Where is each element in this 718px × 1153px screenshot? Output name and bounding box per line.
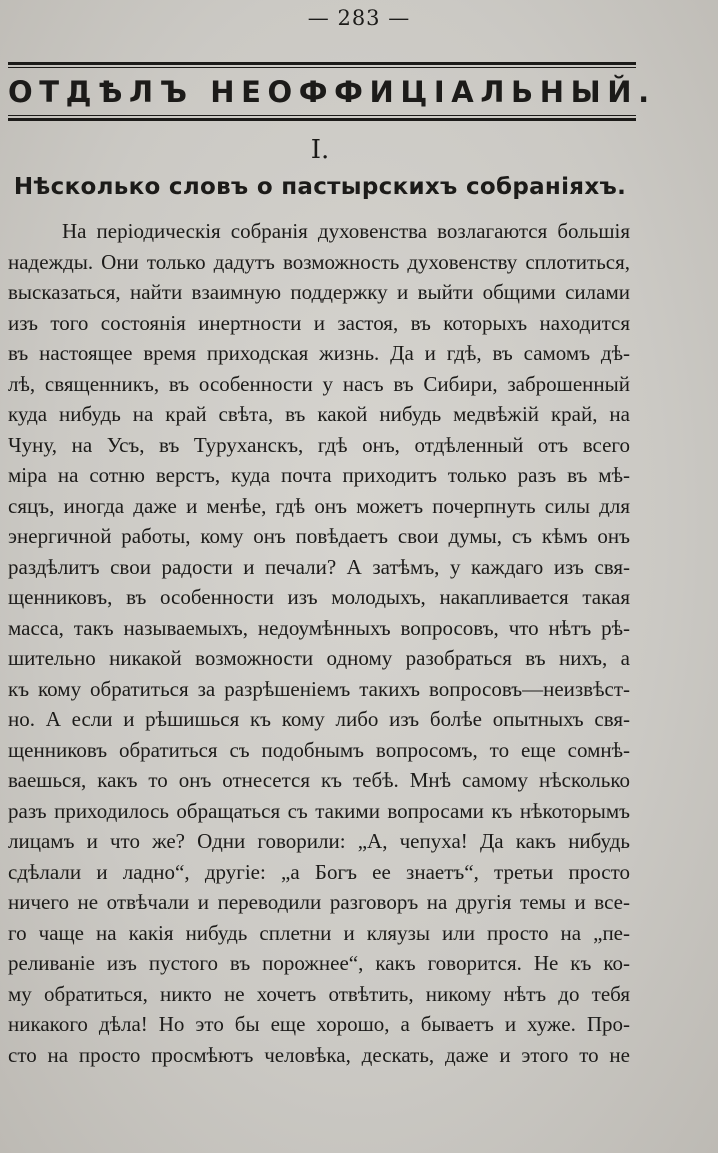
text-line: щенниковъ обратиться съ подобнымъ вопросомъ, то еще сомнѣ- [8,737,630,762]
text-line: надежды. Они только дадутъ возможность духовенству сплотиться, [8,249,630,274]
text-line: му обратиться, никто не хочетъ отвѣтить, никому нѣтъ до тебя [8,981,630,1006]
text-line: ваешься, какъ то онъ отнесется къ тебѣ. Мнѣ самому нѣсколько [8,768,630,792]
text-line: Чуну, на Усъ, въ Туруханскъ, гдѣ онъ, отдѣленный отъ всего [8,432,630,457]
section-title: ОТДѢЛЪ НЕОФФИЦІАЛЬНЫЙ. [8,75,656,109]
header-rule-top [8,62,636,65]
text-line: сяцъ, иногда даже и менѣе, гдѣ онъ можетъ почерпнуть силы для [8,493,630,518]
header-rule-top-thin [8,67,636,68]
text-line: къ кому обратиться за разрѣшеніемъ такихъ вопросовъ—неизвѣст- [8,676,630,701]
text-line: сто на просто просмѣютъ человѣка, дескать, даже и этого то не [8,1042,630,1067]
article-title: Нѣсколько словъ о пастырскихъ собраніяхъ. [13,174,627,200]
text-line: высказаться, найти взаимную поддержку и выйти общими силами [8,280,630,304]
text-line: сдѣлали и ладно“, другіе: „а Богъ ее знаетъ“, третьи просто [8,859,630,884]
text-line: реливаніе изъ пустого въ порожнее“, какъ говорится. Не къ ко- [8,951,630,975]
text-line: го чаще на какія нибудь сплетни и кляузы или просто на „пе- [8,920,630,945]
page-number: — 283 — [307,6,411,30]
header-rule-bottom-thin [8,115,636,116]
text-line: На періодическія собранія духовенства возлагаются большія [62,219,630,243]
text-line: никакого дѣла! Но это бы еще хорошо, а бываетъ и хуже. Про- [8,1012,630,1036]
text-line: лѣ, священникъ, въ особенности у насъ въ Сибири, заброшенный [8,371,630,396]
text-line: куда нибудь на край свѣта, въ какой нибудь медвѣжій край, на [8,402,630,426]
section-header [8,62,656,121]
text-line: щенниковъ, въ особенности изъ молодыхъ, накапливается такая [8,585,630,609]
header-rule-bottom [8,118,636,121]
text-line: шительно никакой возможности одному разобраться въ нихъ, а [8,646,630,670]
text-line: разъ приходилось обращаться съ такими вопросами къ нѣкоторымъ [8,798,630,823]
text-line: но. А если и рѣшишься къ кому либо изъ болѣе опытныхъ свя- [8,707,630,731]
text-line: раздѣлитъ свои радости и печали? А затѣмъ, у каждаго изъ свя- [8,554,630,579]
text-line: масса, такъ называемыхъ, недоумѣнныхъ вопросовъ, что нѣтъ рѣ- [8,615,630,640]
text-line: энергичной работы, кому онъ повѣдаетъ свои думы, съ кѣмъ онъ [8,524,630,548]
article-body [8,216,630,1070]
text-line: лицамъ и что же? Одни говорили: „А, чепуха! Да какъ нибудь [8,829,630,853]
article-number: I. [310,135,330,165]
text-line: изъ того состоянія инертности и застоя, въ которыхъ находится [8,310,630,335]
text-line: въ настоящее время приходская жизнь. Да и гдѣ, въ самомъ дѣ- [8,341,630,365]
text-line: ничего не отвѣчали и переводили разговоръ на другія темы и все- [8,890,630,914]
text-line: міра на сотню верстъ, куда почта приходитъ только разъ въ мѣ- [8,463,630,487]
